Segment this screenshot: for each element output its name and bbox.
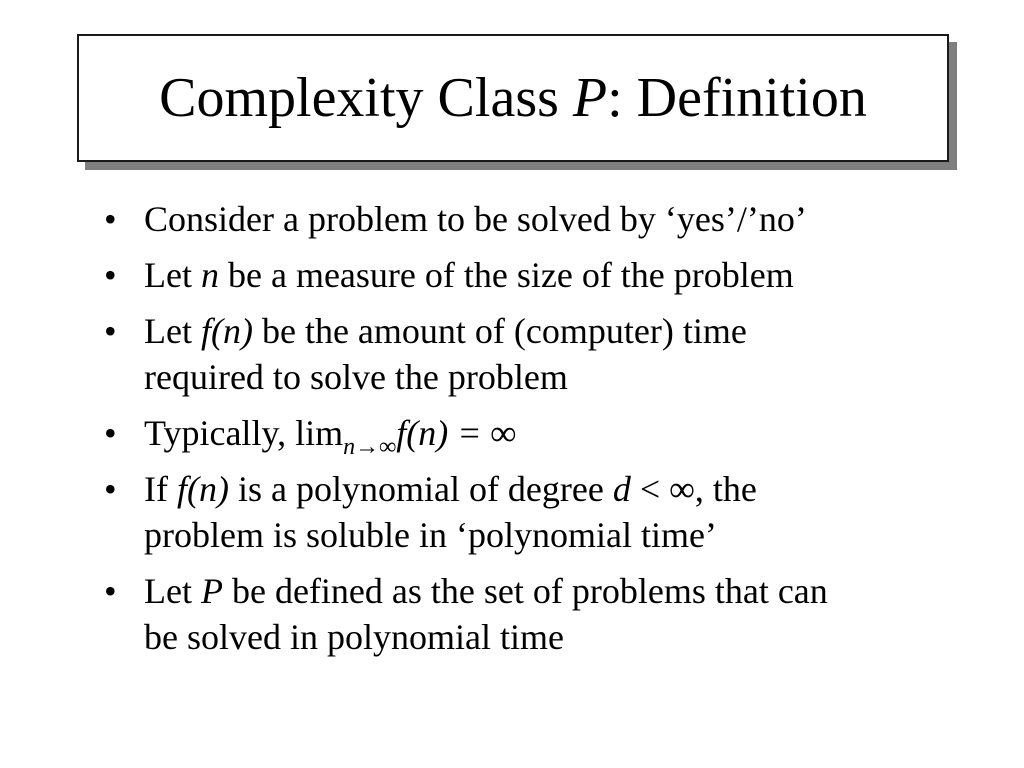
bullet-item [104, 308, 924, 400]
bullet-text-post: < ∞, the [630, 469, 757, 509]
title-prefix: Complexity Class [159, 67, 573, 129]
bullet-variable: n [200, 255, 219, 295]
bullet-text-continuation: required to solve the problem [144, 357, 568, 397]
bullet-list [104, 196, 924, 670]
bullet-text [144, 568, 924, 614]
bullet-marker: • [104, 255, 117, 295]
bullet-text-pre: Let [144, 255, 201, 295]
bullet-text-pre: Let [144, 571, 201, 611]
bullet-text [144, 252, 924, 298]
title-box [77, 34, 949, 162]
bullet-text-mid: is a polynomial of degree [228, 469, 613, 509]
bullet-text-continuation: be solved in polynomial time [144, 617, 564, 657]
title-suffix: : Definition [607, 67, 867, 129]
bullet-marker: • [104, 413, 117, 453]
bullet-text [144, 410, 924, 460]
bullet-marker: • [104, 571, 117, 611]
bullet-marker: • [104, 469, 117, 509]
bullet-item [104, 466, 924, 558]
bullet-item [104, 410, 924, 460]
bullet-function: f(n) [396, 413, 449, 453]
bullet-variable: f(n) [176, 469, 229, 509]
bullet-variable-degree: d [612, 469, 631, 509]
bullet-variable: f(n) [200, 311, 253, 351]
bullet-text [144, 466, 924, 512]
bullet-text-post: = ∞ [448, 413, 517, 453]
slide-title [159, 67, 867, 129]
bullet-item [104, 252, 924, 298]
bullet-item [104, 568, 924, 660]
bullet-text-pre: Typically, lim [144, 413, 344, 453]
bullet-text-continuation: problem is soluble in ‘polynomial time’ [144, 515, 717, 555]
bullet-marker: • [104, 311, 117, 351]
bullet-text: Consider a problem to be solved by ‘yes’/’no’ [144, 199, 807, 239]
title-class-name: P [572, 67, 608, 129]
bullet-text-pre: Let [144, 311, 201, 351]
bullet-item [104, 196, 924, 242]
bullet-text-pre: If [144, 469, 177, 509]
bullet-text-post: be a measure of the size of the problem [218, 255, 794, 295]
bullet-marker: • [104, 199, 117, 239]
bullet-text [144, 308, 924, 354]
limit-subscript: n→∞ [343, 434, 397, 460]
bullet-variable: P [200, 571, 223, 611]
bullet-text-post: be defined as the set of problems that can [222, 571, 828, 611]
bullet-text-post: be the amount of (computer) time [252, 311, 747, 351]
